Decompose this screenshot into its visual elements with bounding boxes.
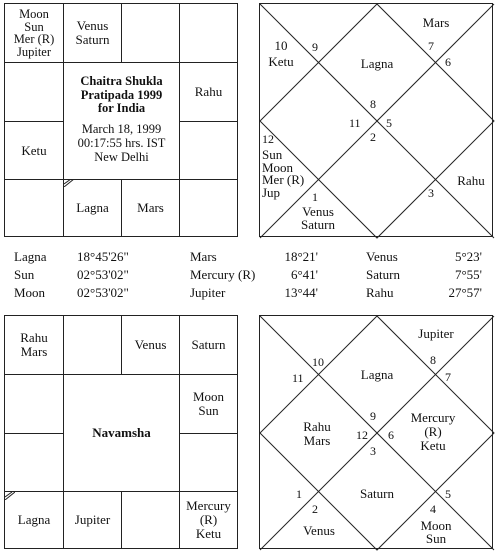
cell-aries [63, 3, 122, 63]
planet-label: Mars [303, 433, 331, 448]
cell-capricorn-text [21, 144, 46, 158]
cell-scorpio-text [76, 201, 108, 215]
house-number: 5 [386, 116, 392, 130]
planet-label: Ketu [268, 54, 294, 69]
planet-degree: 5°23' [454, 249, 482, 264]
planet-label: Moon [19, 7, 49, 21]
house-8-label [408, 519, 464, 545]
planet-label: Mars [137, 200, 164, 215]
cell-cancer [179, 62, 238, 122]
cell-cancer-text [195, 85, 222, 99]
planet-degree: 02°53'02" [77, 285, 129, 300]
house-10-label [406, 411, 460, 453]
nav-cell-gemini [179, 315, 238, 375]
planet-positions-table [0, 249, 496, 303]
house-5-label [450, 174, 492, 187]
planet-label: Mars [422, 15, 450, 30]
title-line: Pratipada 1999 [80, 87, 163, 102]
rasi-chart-south [4, 3, 238, 237]
house-number: 2 [312, 502, 318, 516]
planet-label: 10 [274, 38, 288, 53]
planet-name: Mercury (R) [190, 267, 256, 282]
house-number: 8 [370, 97, 376, 111]
house-number: 12 [356, 428, 368, 442]
house-7-label [342, 487, 412, 500]
nav-cell-scorpio-text [75, 513, 110, 527]
nav-cell-virgo-text [186, 499, 231, 541]
rasi-chart-north [259, 3, 493, 237]
info-line: March 18, 1999 [81, 121, 162, 136]
cell-pisces-text [14, 8, 55, 58]
planet-label: Rahu [457, 173, 485, 188]
planet-degree: 7°55' [454, 267, 482, 282]
nav-cell-pisces-text [20, 331, 47, 359]
cell-leo [179, 121, 238, 180]
house-number: 6 [388, 428, 394, 442]
cell-virgo [179, 179, 238, 237]
house-number: 12 [262, 132, 274, 146]
planet-label: Moon [262, 159, 294, 175]
nav-cell-gemini-text [192, 338, 226, 352]
planet-label: Mer (R) [13, 32, 55, 46]
house-4-label [294, 205, 342, 231]
house-2-label [416, 16, 456, 29]
planet-label: Sun [24, 19, 44, 34]
planet-label: Lagna [360, 367, 394, 382]
cell-taurus [121, 3, 180, 63]
planet-label: Ketu [420, 438, 446, 453]
planet-label: Mercury [410, 410, 456, 425]
title-line: for India [97, 101, 146, 115]
cell-capricorn [4, 121, 64, 180]
planet-label: Saturn [75, 32, 110, 47]
chart-title [64, 75, 179, 116]
info-line: 00:17:55 hrs. IST [77, 135, 166, 150]
planet-label: Venus [76, 18, 109, 33]
house-number: 1 [296, 487, 302, 501]
house-number: 3 [428, 186, 434, 200]
planet-degree: 02°53'02" [77, 267, 129, 282]
nav-cell-capricorn [4, 433, 64, 492]
cell-gemini [179, 3, 238, 63]
planet-name: Sun [14, 267, 35, 282]
chart-subinfo [64, 122, 179, 164]
house-number: 8 [430, 353, 436, 367]
planet-label: Sun [198, 403, 219, 418]
planet-label: Lagna [360, 56, 394, 71]
cell-sagittarius [4, 179, 64, 237]
house-number: 11 [292, 371, 304, 385]
planet-degree: 6°41' [290, 267, 318, 282]
cell-aries-text [76, 19, 110, 47]
house-1-label [340, 368, 414, 381]
house-number: 5 [445, 487, 451, 501]
title-line: Chaitra Shukla [80, 74, 163, 88]
planet-name: Lagna [14, 249, 47, 264]
planet-degree: 18°21' [284, 249, 318, 264]
house-number: 9 [312, 40, 318, 54]
planet-label: Jupiter [16, 44, 52, 59]
house-number: 6 [445, 55, 451, 69]
nav-cell-libra [121, 491, 180, 549]
nav-cell-aquarius [4, 374, 64, 434]
house-3-label [262, 147, 305, 200]
navamsha-center [63, 374, 180, 492]
cell-scorpio [63, 179, 122, 237]
planet-name: Jupiter [190, 285, 226, 300]
house-number: 10 [312, 355, 324, 369]
house-number: 4 [430, 502, 436, 516]
planet-label: Sun [425, 531, 447, 546]
cell-pisces [4, 3, 64, 63]
navamsha-title: Navamsha [92, 425, 151, 440]
planet-label: Venus [303, 523, 335, 538]
house-number: 3 [370, 444, 376, 458]
planet-label: Ketu [195, 526, 222, 541]
planet-name: Mars [190, 249, 217, 264]
planet-label: Moon [192, 389, 225, 404]
nav-cell-virgo [179, 491, 238, 549]
planet-degree: 13°44' [284, 285, 318, 300]
house-6-label [292, 524, 346, 537]
planet-label: Jupiter [418, 326, 454, 341]
planet-label: Ketu [21, 142, 47, 158]
planet-label: (R) [199, 512, 218, 527]
planet-name: Moon [14, 285, 46, 300]
planet-label: Mercury [186, 498, 231, 513]
planet-label: Rahu [20, 330, 48, 345]
planet-label: Saturn [191, 337, 226, 352]
cell-aquarius [4, 62, 64, 122]
planet-label: Lagna [17, 512, 51, 527]
planet-label: Jupiter [74, 512, 111, 527]
nav-cell-scorpio [63, 491, 122, 549]
planet-label: Venus [302, 204, 334, 219]
nav-cell-sagittarius-text [18, 513, 50, 527]
planet-name: Venus [366, 249, 398, 264]
planet-label: Mars [20, 344, 48, 359]
house-number: 2 [370, 130, 376, 144]
navamsha-chart-north [259, 315, 493, 549]
lagna-marker-icon [5, 492, 15, 500]
nav-cell-pisces [4, 315, 64, 375]
cell-libra-text [137, 201, 164, 215]
navamsha-chart-south [4, 315, 238, 549]
planet-label: Moon [420, 518, 452, 533]
planet-name: Rahu [366, 285, 394, 300]
house-2-label [408, 327, 464, 340]
nav-cell-aries [63, 315, 122, 375]
planet-label: Lagna [76, 200, 109, 215]
planet-label: Saturn [301, 217, 335, 232]
planet-label: Rahu [194, 84, 223, 99]
planet-name: Saturn [366, 267, 400, 282]
house-12-label [264, 38, 298, 70]
planet-degree: 18°45'26" [77, 249, 129, 264]
house-number: 11 [349, 116, 361, 130]
house-number: 7 [428, 39, 434, 53]
lagna-marker-icon [64, 179, 74, 187]
house-number: 1 [312, 190, 318, 204]
nav-cell-taurus [121, 315, 180, 375]
chart-center-info [63, 62, 180, 180]
nav-cell-leo [179, 433, 238, 492]
planet-label: Rahu [303, 419, 331, 434]
planet-label: Venus [134, 337, 167, 352]
planet-label: Jup [262, 184, 281, 200]
house-number: 7 [445, 370, 451, 384]
nav-cell-cancer-text [193, 390, 224, 418]
info-line: New Delhi [94, 149, 149, 164]
house-4-label [290, 420, 344, 448]
house-number: 9 [370, 409, 376, 423]
planet-degree: 27°57' [448, 285, 482, 300]
planet-label: (R) [424, 424, 442, 439]
planet-label: Saturn [360, 486, 394, 501]
planet-label: Sun [262, 147, 283, 162]
nav-cell-taurus-text [135, 338, 167, 352]
house-1-label [340, 57, 414, 70]
nav-cell-cancer [179, 374, 238, 434]
planet-label: Mer (R) [262, 172, 305, 187]
cell-libra [121, 179, 180, 237]
